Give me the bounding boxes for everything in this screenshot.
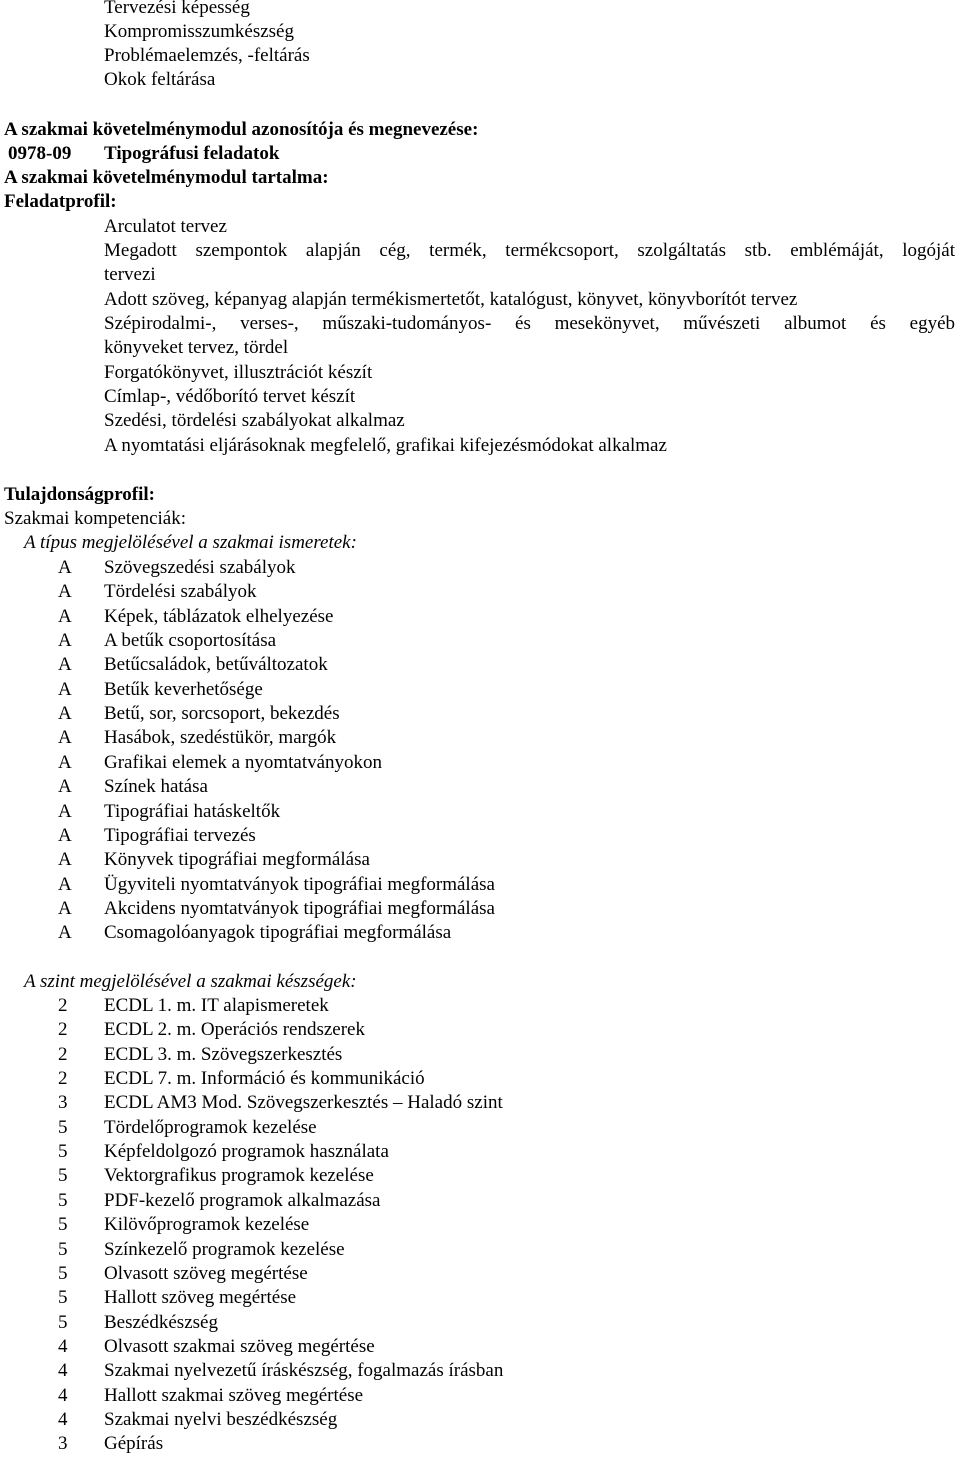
task-line: Adott szöveg, képanyag alapján termékismertetőt, katalógust, könyvet, könyvborítót tervez (104, 289, 798, 310)
item-code: A (58, 581, 72, 602)
item-text: ECDL 1. m. IT alapismeretek (104, 995, 329, 1016)
item-code: A (58, 849, 72, 870)
item-text: Akcidens nyomtatványok tipográfiai megformálása (104, 898, 495, 919)
item-text: Olvasott szakmai szöveg megértése (104, 1336, 375, 1357)
item-text: Ügyviteli nyomtatványok tipográfiai megformálása (104, 874, 495, 895)
item-text: Képek, táblázatok elhelyezése (104, 606, 334, 627)
item-code: 5 (58, 1214, 68, 1235)
item-code: 5 (58, 1141, 68, 1162)
item-code: 5 (58, 1312, 68, 1333)
item-text: Szövegszedési szabályok (104, 557, 296, 578)
item-code: 5 (58, 1117, 68, 1138)
task-line: Szedési, tördelési szabályokat alkalmaz (104, 410, 405, 431)
item-text: ECDL 3. m. Szövegszerkesztés (104, 1044, 343, 1065)
item-code: 3 (58, 1092, 68, 1113)
item-code: A (58, 679, 72, 700)
item-text: Tördelési szabályok (104, 581, 257, 602)
item-text: PDF-kezelő programok alkalmazása (104, 1190, 381, 1211)
skill-line: Tervezési képesség (104, 0, 250, 18)
item-text: Könyvek tipográfiai megformálása (104, 849, 370, 870)
item-text: Beszédkészség (104, 1312, 218, 1333)
item-text: Színkezelő programok kezelése (104, 1239, 345, 1260)
task-line: Forgatókönyvet, illusztrációt készít (104, 362, 373, 383)
module-code: 0978-09 (8, 143, 72, 164)
item-code: A (58, 898, 72, 919)
item-text: Szakmai nyelvezetű íráskészség, fogalmazás írásban (104, 1360, 504, 1381)
task-line: könyveket tervez, tördel (104, 337, 289, 358)
item-code: 5 (58, 1190, 68, 1211)
item-code: 2 (58, 1019, 68, 1040)
feladatprofil-heading: Feladatprofil: (4, 191, 117, 212)
item-text: Képfeldolgozó programok használata (104, 1141, 389, 1162)
item-text: Tördelőprogramok kezelése (104, 1117, 317, 1138)
item-code: A (58, 557, 72, 578)
item-text: A betűk csoportosítása (104, 630, 277, 651)
task-line: Szépirodalmi-, verses-, műszaki-tudományos- és mesekönyvet, művészeti albumot és egyéb (104, 313, 955, 334)
item-text: Kilövőprogramok kezelése (104, 1214, 310, 1235)
item-text: Tipográfiai tervezés (104, 825, 256, 846)
skills-heading: A szint megjelölésével a szakmai készségek: (24, 971, 357, 992)
item-code: A (58, 630, 72, 651)
item-code: A (58, 922, 72, 943)
item-text: Gépírás (104, 1433, 164, 1454)
item-code: A (58, 801, 72, 822)
item-text: Vektorgrafikus programok kezelése (104, 1165, 374, 1186)
module-content-heading: A szakmai követelménymodul tartalma: (4, 167, 329, 188)
item-code: A (58, 776, 72, 797)
item-text: Betűk keverhetősége (104, 679, 263, 700)
item-code: 5 (58, 1239, 68, 1260)
knowledge-heading: A típus megjelölésével a szakmai ismeretek: (24, 532, 357, 553)
item-text: ECDL AM3 Mod. Szövegszerkesztés – Haladó szint (104, 1092, 503, 1113)
tulajdonsagprofil-heading: Tulajdonságprofil: (4, 484, 155, 505)
item-text: Hallott szöveg megértése (104, 1287, 297, 1308)
item-code: 4 (58, 1409, 68, 1430)
item-code: 2 (58, 1068, 68, 1089)
task-line: tervezi (104, 264, 156, 285)
item-code: 5 (58, 1165, 68, 1186)
skill-line: Problémaelemzés, -feltárás (104, 45, 310, 66)
task-line: A nyomtatási eljárásoknak megfelelő, grafikai kifejezésmódokat alkalmaz (104, 435, 667, 456)
item-text: Olvasott szöveg megértése (104, 1263, 308, 1284)
item-code: 5 (58, 1263, 68, 1284)
item-code: A (58, 825, 72, 846)
item-code: A (58, 654, 72, 675)
item-code: 5 (58, 1287, 68, 1308)
item-code: A (58, 752, 72, 773)
item-code: 4 (58, 1360, 68, 1381)
item-code: A (58, 606, 72, 627)
item-code: A (58, 874, 72, 895)
item-code: A (58, 727, 72, 748)
module-id-heading: A szakmai követelménymodul azonosítója és megnevezése: (4, 119, 479, 140)
skill-line: Okok feltárása (104, 69, 216, 90)
item-text: Színek hatása (104, 776, 208, 797)
item-code: 2 (58, 995, 68, 1016)
competencies-subheading: Szakmai kompetenciák: (4, 508, 187, 529)
skill-line: Kompromisszumkészség (104, 21, 294, 42)
item-code: 3 (58, 1433, 68, 1454)
item-text: Betűcsaládok, betűváltozatok (104, 654, 328, 675)
item-code: 4 (58, 1336, 68, 1357)
item-text: Tipográfiai hatáskeltők (104, 801, 281, 822)
item-text: Hallott szakmai szöveg megértése (104, 1385, 364, 1406)
item-text: Csomagolóanyagok tipográfiai megformálása (104, 922, 452, 943)
module-name: Tipográfusi feladatok (104, 143, 280, 164)
item-text: Betű, sor, sorcsoport, bekezdés (104, 703, 340, 724)
item-code: A (58, 703, 72, 724)
item-code: 4 (58, 1385, 68, 1406)
task-line: Arculatot tervez (104, 216, 227, 237)
item-text: ECDL 2. m. Operációs rendszerek (104, 1019, 365, 1040)
item-code: 2 (58, 1044, 68, 1065)
task-line: Megadott szempontok alapján cég, termék, termékcsoport, szolgáltatás stb. emblémáját, logóját (104, 240, 955, 261)
item-text: Grafikai elemek a nyomtatványokon (104, 752, 383, 773)
task-line: Címlap-, védőborító tervet készít (104, 386, 356, 407)
item-text: ECDL 7. m. Információ és kommunikáció (104, 1068, 425, 1089)
item-text: Hasábok, szedéstükör, margók (104, 727, 337, 748)
item-text: Szakmai nyelvi beszédkészség (104, 1409, 338, 1430)
